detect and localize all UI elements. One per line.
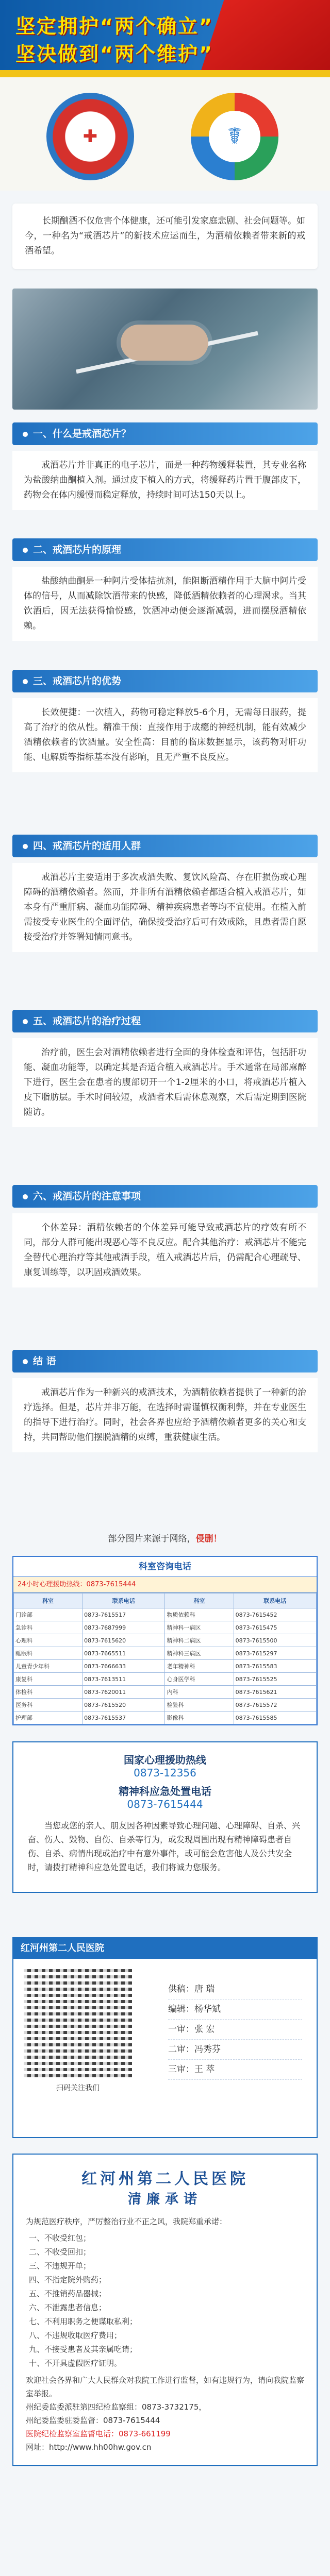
section-body-4: 戒酒芯片主要适用于多次戒酒失败、复饮风险高、存在肝损伤或心理障碍的酒精依赖者。然而，并非所有酒精依赖者都适合植入戒酒芯片，如本身有严重肝病、凝血功能障碍、精神疾病患者等均不宜使用。在植入前需接受专业医生的全面评估，确保接受治疗后可有效戒除，且患者需自愿接受治疗并签署知情同意书。 <box>12 863 318 952</box>
national-hotline-number[interactable]: 0873-12356 <box>134 1767 196 1779</box>
section-head-3: 三、戒酒芯片的优势 <box>12 670 318 692</box>
pledge-contact-3: 医院纪检监察室监督电话：0873-661199 <box>26 2429 171 2438</box>
hospital-card <box>12 1937 318 2138</box>
table-row <box>14 1608 317 1621</box>
section-body-conclusion: 戒酒芯片作为一种新兴的戒酒技术，为酒精依赖者提供了一种新的治疗选择。但是，芯片并非万能，在选择时需谨慎权衡利弊，并在专业医生的指导下进行治疗。同时，社会各界也应给予酒精依赖者更多的关心和支持，共同帮助他们摆脱酒精的束缚，重获健康生活。 <box>12 1378 318 1452</box>
credits: 供稿：唐 瑞 编辑：杨华斌 一审：张 宏 二审：冯秀芬 三审：王 萃 <box>168 1979 302 2080</box>
section-body-2: 盐酸纳曲酮是一种阿片受体拮抗剂，能阻断酒精作用于大脑中阿片受体的信号，从而减除饮酒带来的快感，降低酒精依赖者的心理渴求。当其饮酒后，因无法获得愉悦感，饮酒冲动便会逐渐减弱，进而摆脱酒精依赖。 <box>12 567 318 641</box>
surgery-photo <box>12 289 318 410</box>
hotline-card <box>12 1741 318 1893</box>
pledge-item: 六、不泄露患者信息； <box>29 2303 107 2312</box>
dept-cell: 门诊部 <box>14 1608 82 1621</box>
flag-shape <box>195 0 330 77</box>
banner-line-1: 坚定拥护“两个确立” <box>15 15 213 38</box>
phone-cell[interactable]: 0873-7615620 <box>82 1634 165 1647</box>
qr-code-icon[interactable] <box>24 1969 132 2077</box>
dept-cell: 物质依赖科 <box>165 1608 234 1621</box>
pledge-site[interactable]: 网址：http://www.hh00hw.gov.cn <box>26 2443 152 2452</box>
table-row <box>14 1660 317 1673</box>
pledge-item: 十、不开具虚假医疗证明。 <box>29 2359 122 2368</box>
crisis-hotline-number[interactable]: 0873-7615444 <box>127 1798 203 1810</box>
section-body-3: 长效便捷：一次植入，药物可稳定释放5-6个月，无需每日服药，提高了治疗的依从性。精准干预：直接作用于成瘾的神经机制，能有效减少酒精依赖者的饮酒量。安全性高：目前的临床数据显示，该药物对肝功能、电解质等指标基本没有影响，且无严重不良反应。 <box>12 698 318 772</box>
hotline-desc: 当您或您的亲人、朋友因各种因素导致心理问题、心理障碍、自杀、兴奋、伤人、毁物、自伤、自杀等行为，或发现周围出现有精神障碍患者自伤、自杀、病情出现或治疗中有意外事件，或可能会危害他人及公共安全时，请拨打精神科应急处置电话，我们将诚力您服务。 <box>28 1821 301 1872</box>
phone-cell[interactable]: 0873-7615500 <box>234 1634 316 1647</box>
dept-cell: 心身医学科 <box>165 1673 234 1686</box>
phone-cell[interactable]: 0873-7615585 <box>234 1711 316 1724</box>
pledge-title: 红河州第二人民医院 <box>81 2170 249 2188</box>
phone-cell[interactable]: 0873-7687999 <box>82 1621 165 1634</box>
section-body-5: 治疗前，医生会对酒精依赖者进行全面的身体检查和评估，包括肝功能、凝血功能等，以确定其是否适合植入戒酒芯片。手术通常在局部麻醉下进行，医生会在患者的腹部切开一个1-2厘米的小口，将戒酒芯片植入皮下脂肪层。手术时间较短，戒酒者术后需休息观察，术后需定期到医院随访。 <box>12 1038 318 1127</box>
table-row <box>14 1686 317 1699</box>
table-row <box>14 1673 317 1686</box>
section-head-conclusion: 结 语 <box>12 1350 318 1372</box>
pledge-item: 五、不推销药品器械； <box>29 2289 107 2298</box>
top-banner <box>0 0 330 77</box>
phone-cell[interactable]: 0873-7666633 <box>82 1660 165 1673</box>
section-body-1: 戒酒芯片并非真正的电子芯片，而是一种药物缓释装置，其专业名称为盐酸纳曲酮植入剂。通过皮下植入的方式，将缓释药片置于腹部皮下，药物会在体内缓慢而稳定释放，持续时间可达150天以上。 <box>12 451 318 510</box>
section-head-2: 二、戒酒芯片的原理 <box>12 538 318 561</box>
pledge-contact-2: 州纪委监委驻委监督：0873-7615444 <box>26 2416 160 2425</box>
pledge-contact-1: 州纪委监委派驻第四纪检监察组：0873-3732175， <box>26 2402 207 2412</box>
pledge-card <box>12 2154 318 2466</box>
section-head-1: 一、什么是戒酒芯片？ <box>12 422 318 445</box>
section-head-4: 四、戒酒芯片的适用人群 <box>12 835 318 857</box>
section-head-5: 五、戒酒芯片的治疗过程 <box>12 1010 318 1032</box>
pledge-subtitle: 清廉承诺 <box>127 2192 202 2207</box>
dept-cell: 儿童青少年科 <box>14 1660 82 1673</box>
pledge-item: 二、不收受回扣； <box>29 2247 91 2257</box>
intro-card <box>12 204 318 269</box>
pledge-item: 七、不利用职务之便谋取私利； <box>29 2317 138 2326</box>
dept-cell: 内科 <box>165 1686 234 1699</box>
phone-cell[interactable]: 0873-7665511 <box>82 1647 165 1660</box>
consult-hotline: 24小时心理援助热线：0873-7615444 <box>13 1577 317 1593</box>
pledge-item: 三、不违规开单； <box>29 2261 91 2270</box>
national-hotline-title: 国家心理援助热线 <box>124 1754 206 1766</box>
phone-cell[interactable]: 0873-7615537 <box>82 1711 165 1724</box>
phone-cell[interactable]: 0873-7615517 <box>82 1608 165 1621</box>
dept-cell: 心理科 <box>14 1634 82 1647</box>
phone-cell[interactable]: 0873-7615297 <box>234 1647 316 1660</box>
phone-cell[interactable]: 0873-7615583 <box>234 1660 316 1673</box>
phone-cell[interactable]: 0873-7615475 <box>234 1621 316 1634</box>
table-row <box>14 1634 317 1647</box>
consult-title: 科室咨询电话 <box>13 1557 317 1577</box>
phone-cell[interactable]: 0873-7615621 <box>234 1686 316 1699</box>
dept-cell: 精神科二病区 <box>165 1634 234 1647</box>
pledge-item: 一、不收受红包； <box>29 2233 91 2243</box>
phone-cell[interactable]: 0873-7615520 <box>82 1699 165 1711</box>
phone-cell[interactable]: 0873-7620011 <box>82 1686 165 1699</box>
banner-stripe <box>0 70 330 77</box>
dept-cell: 影像科 <box>165 1711 234 1724</box>
pledge-item: 四、不指定院外购药； <box>29 2275 107 2284</box>
consult-table <box>12 1556 318 1725</box>
table-row <box>14 1621 317 1634</box>
hospital-logo-icon: ✚ <box>46 93 134 180</box>
dept-cell: 急诊科 <box>14 1621 82 1634</box>
dept-cell: 睡眠科 <box>14 1647 82 1660</box>
pledge-item: 九、不接受患者及其亲属吃请； <box>29 2345 138 2354</box>
source-note: 部分图片来源于网络，侵删！ <box>0 1528 330 1550</box>
crisis-hotline-title: 精神科应急处置电话 <box>119 1785 211 1798</box>
dept-cell: 检验科 <box>165 1699 234 1711</box>
table-row <box>14 1711 317 1724</box>
dept-cell: 精神科三病区 <box>165 1647 234 1660</box>
dept-cell: 医务科 <box>14 1699 82 1711</box>
dept-cell: 康复科 <box>14 1673 82 1686</box>
logo-strip <box>0 77 330 191</box>
intro-text: 长期酗酒不仅危害个体健康，还可能引发家庭悲剧、社会问题等。如今，一种名为“戒酒芯片”的新技术应运而生，为酒精依赖者带来新的戒酒希望。 <box>25 216 305 256</box>
pledge-item: 八、不违规收取医疗费用； <box>29 2331 122 2340</box>
dept-cell: 体检科 <box>14 1686 82 1699</box>
pledge-list <box>26 2231 304 2370</box>
banner-line-2: 坚决做到“两个维护” <box>15 43 213 65</box>
section-head-6: 六、戒酒芯片的注意事项 <box>12 1185 318 1208</box>
phone-cell[interactable]: 0873-7615572 <box>234 1699 316 1711</box>
hospital-name: 红河州第二人民医院 <box>13 1938 317 1959</box>
dept-cell: 精神科一病区 <box>165 1621 234 1634</box>
pledge-tail: 欢迎社会各界和广大人民群众对我院工作进行监督，如有违规行为，请向我院监察室举报。 <box>26 2376 305 2398</box>
section-body-6: 个体差异：酒精依赖者的个体差异可能导致戒酒芯片的疗效有所不同，部分人群可能出现恶心等不良反应。配合其他治疗：戒酒芯片不能完全替代心理治疗等其他戒酒手段，植入戒酒芯片后，仍需配合心理疏导、康复训练等，以巩固戒酒效果。 <box>12 1213 318 1287</box>
pledge-intro: 为规范医疗秩序，严厉整治行业不正之风，我院郑重承诺： <box>26 2217 227 2226</box>
mental-health-logo-icon: ☤ <box>191 93 278 180</box>
qr-caption: 扫码关注我们 <box>56 2084 100 2092</box>
table-row <box>14 1699 317 1711</box>
dept-cell: 老年精神科 <box>165 1660 234 1673</box>
phone-cell[interactable]: 0873-7613511 <box>82 1673 165 1686</box>
table-row <box>14 1647 317 1660</box>
dept-cell: 护理部 <box>14 1711 82 1724</box>
phone-table: 科室 联系电话 科室 联系电话 门诊部 0873-7615517 物质依赖科 0873-7615452 急诊科 0873-7687999 精神科一病区 0873-7615475 心理科 0873-7615620 精神科二病区 0873-7615500 睡眠科 0873-7665511 精神科三病区 0873-7615297 儿童青少年科 0873-7666633 老年精神科 0873-7615583 康复科 0873-7613511 心身医学科 0873-7615525 体检科 0873-7620011 内科 0873-7615621 医务科 0873-7615520 检验科 0873-7615572 护理部 0873-7615537 影像科 0873-7615585 <box>13 1593 317 1724</box>
phone-cell[interactable]: 0873-7615452 <box>234 1608 316 1621</box>
phone-cell[interactable]: 0873-7615525 <box>234 1673 316 1686</box>
